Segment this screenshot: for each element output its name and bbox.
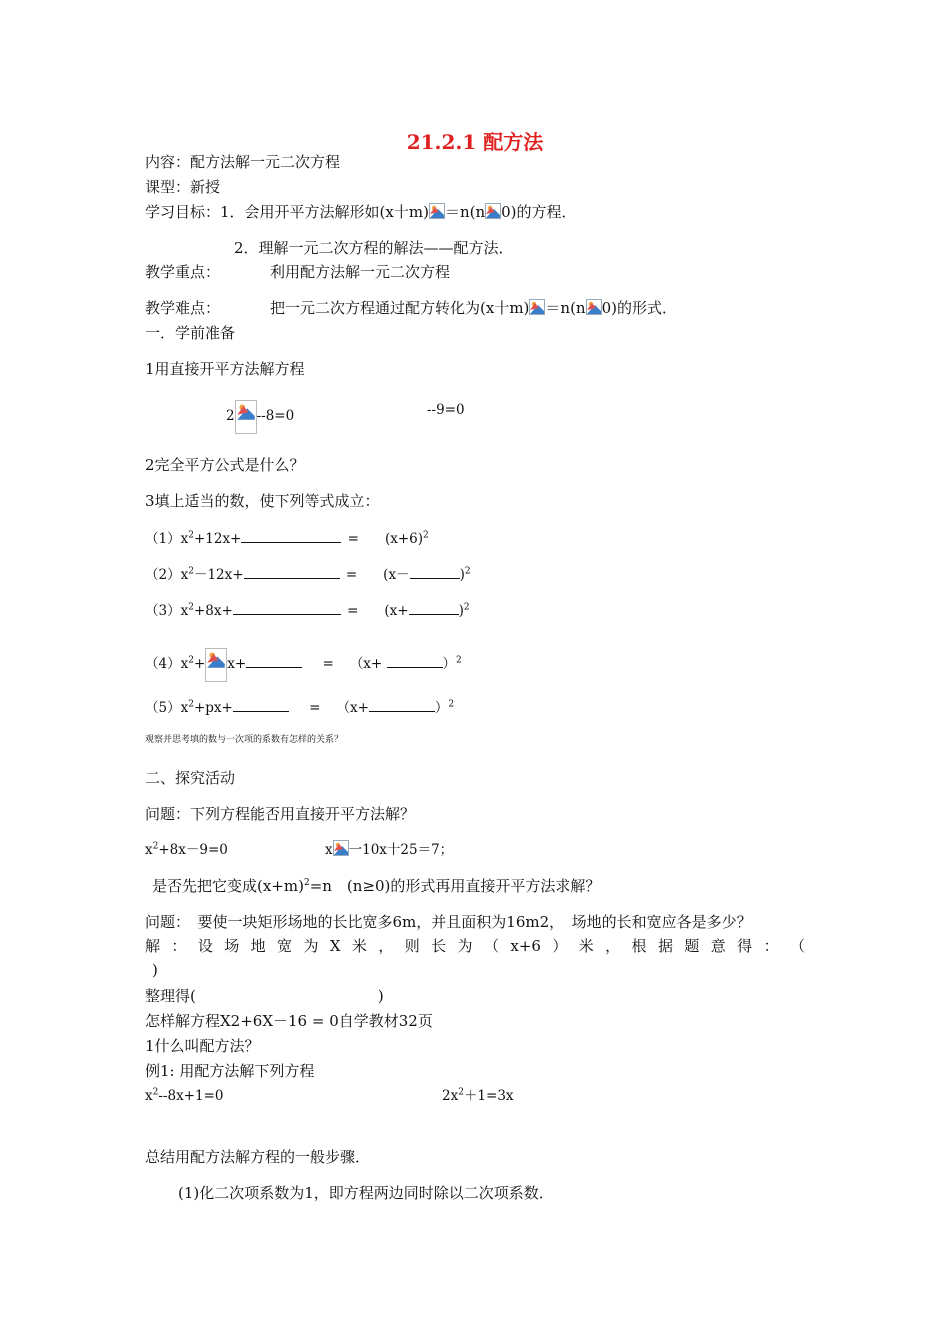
summary-step-1: (1)化二次项系数为1，即方程两边同时除以二次项系数． bbox=[178, 1184, 554, 1202]
explore-question: 问题：下列方程能否用直接开平方法解？ bbox=[145, 805, 416, 823]
answer-blank[interactable] bbox=[233, 600, 341, 615]
solution-token: ： bbox=[171, 937, 187, 955]
solution-token: （ bbox=[789, 937, 805, 955]
example-equation-1: $x^2--8x+1=0$ bbox=[145, 1087, 224, 1104]
solution-close: ) bbox=[152, 961, 158, 979]
solution-token: 场 bbox=[224, 937, 240, 955]
solution-token: 得 bbox=[737, 937, 753, 955]
rectangle-problem: 问题： 要使一块矩形场地的长比宽多6m，并且面积为16m2， 场地的长和宽应各是多少？ bbox=[145, 913, 752, 931]
example-heading: 例1: 用配方法解下列方程 bbox=[145, 1062, 315, 1080]
lesson-type-line: 课型：新授 bbox=[145, 178, 221, 196]
key-text: 利用配方法解一元二次方程 bbox=[270, 263, 451, 281]
difficulty-text-c: 0)的形式． bbox=[601, 299, 677, 317]
organize-line: 整理得( ) bbox=[145, 987, 384, 1005]
how-to-solve: 怎样解方程X2+6X－16 = 0自学教材32页 bbox=[145, 1012, 433, 1030]
goal-2-line: 2．理解一元二次方程的解法——配方法． bbox=[234, 239, 514, 257]
solution-token: ） bbox=[552, 937, 568, 955]
solution-token: x+6 bbox=[510, 937, 541, 955]
example-equation-2: $2x^2+1=3x$ bbox=[442, 1087, 514, 1104]
solution-line bbox=[145, 936, 805, 956]
section-2-heading: 二、探究活动 bbox=[145, 769, 236, 787]
solution-token: 米 bbox=[578, 937, 594, 955]
goal-1-line bbox=[145, 202, 577, 222]
difficulty-text-a: 把一元二次方程通过配方转化为(x十m) bbox=[270, 299, 530, 317]
goal-1-text-a: 学习目标：1．会用开平方法解形如(x十m) bbox=[145, 203, 429, 221]
answer-blank[interactable] bbox=[246, 653, 302, 668]
fill-row-3: $(3)x^2+8x+ = (x+ )^2$ bbox=[145, 600, 470, 621]
fill-row-5: $(5)x^2+px+ = (x+ )^2$ bbox=[145, 697, 454, 718]
solution-token: X bbox=[329, 937, 341, 955]
broken-image-icon bbox=[333, 840, 349, 856]
equation-b: x 一10x十25＝7； bbox=[325, 842, 454, 858]
summary-heading: 总结用配方法解方程的一般步骤． bbox=[145, 1148, 371, 1166]
answer-blank[interactable] bbox=[233, 697, 289, 712]
solution-token: 米 bbox=[351, 937, 367, 955]
answer-blank[interactable] bbox=[387, 653, 443, 668]
goal-1-text-c: 0)的方程． bbox=[501, 203, 577, 221]
answer-blank[interactable] bbox=[244, 564, 340, 579]
broken-image-icon bbox=[485, 203, 501, 219]
solution-token: （ bbox=[483, 937, 499, 955]
equation-a: $x^2+8x-9=0$ bbox=[145, 841, 228, 858]
broken-image-icon bbox=[429, 203, 445, 219]
solution-token: 宽 bbox=[277, 937, 293, 955]
answer-blank[interactable] bbox=[241, 528, 341, 543]
observe-note: 观察并思考填的数与一次项的系数有怎样的关系？ bbox=[145, 735, 344, 745]
solution-token: 题 bbox=[684, 937, 700, 955]
key-point-line bbox=[145, 262, 450, 282]
equation-2: --9=0 bbox=[427, 402, 465, 418]
fill-row-1: $(1)x^2+12x+ = (x+6)^2$ bbox=[145, 528, 429, 549]
answer-blank[interactable] bbox=[369, 697, 435, 712]
solution-token: 地 bbox=[250, 937, 266, 955]
fill-row-4: $(4)x^2+$ $x+ = (x+ )^2$ bbox=[145, 648, 462, 682]
broken-image-icon bbox=[205, 648, 227, 682]
solution-token: 为 bbox=[303, 937, 319, 955]
solution-token: 根 bbox=[631, 937, 647, 955]
solution-token: 意 bbox=[710, 937, 726, 955]
broken-image-icon bbox=[529, 299, 545, 315]
page-title: 21.2.1 配方法 bbox=[406, 130, 544, 154]
question-1: 1用直接开平方法解方程 bbox=[145, 360, 305, 378]
solution-token: 为 bbox=[457, 937, 473, 955]
what-is-completing-square: 1什么叫配方法？ bbox=[145, 1037, 260, 1055]
difficulty-label: 教学难点： bbox=[145, 299, 221, 317]
broken-image-icon bbox=[235, 400, 257, 434]
question-3: 3填上适当的数，使下列等式成立： bbox=[145, 492, 380, 510]
key-label: 教学重点： bbox=[145, 263, 221, 281]
solution-token: 长 bbox=[431, 937, 447, 955]
transform-question: 是否先把它变成$(x+m)^2=n$ (n≥0)的形式再用直接开平方法求解？ bbox=[152, 877, 601, 895]
solution-token: 解 bbox=[145, 937, 161, 955]
fill-row-2: $(2)x^2-12x+ = (x- )^2$ bbox=[145, 564, 471, 585]
broken-image-icon bbox=[586, 299, 602, 315]
question-2: 2完全平方公式是什么？ bbox=[145, 456, 305, 474]
answer-blank[interactable] bbox=[410, 564, 460, 579]
solution-token: 则 bbox=[404, 937, 420, 955]
solution-token: ， bbox=[605, 937, 621, 955]
difficulty-text-b: ＝n(n bbox=[545, 299, 586, 317]
solution-token: 设 bbox=[197, 937, 213, 955]
solution-token: ， bbox=[378, 937, 394, 955]
solution-token: ： bbox=[763, 937, 779, 955]
content-line: 内容：配方法解一元二次方程 bbox=[145, 153, 341, 171]
equation-1: 2 --8=0 bbox=[226, 400, 294, 434]
difficulty-line bbox=[145, 298, 677, 318]
section-1-heading: 一．学前准备 bbox=[145, 324, 236, 342]
goal-1-text-b: ＝n(n bbox=[444, 203, 486, 221]
solution-token: 据 bbox=[657, 937, 673, 955]
answer-blank[interactable] bbox=[409, 600, 459, 615]
